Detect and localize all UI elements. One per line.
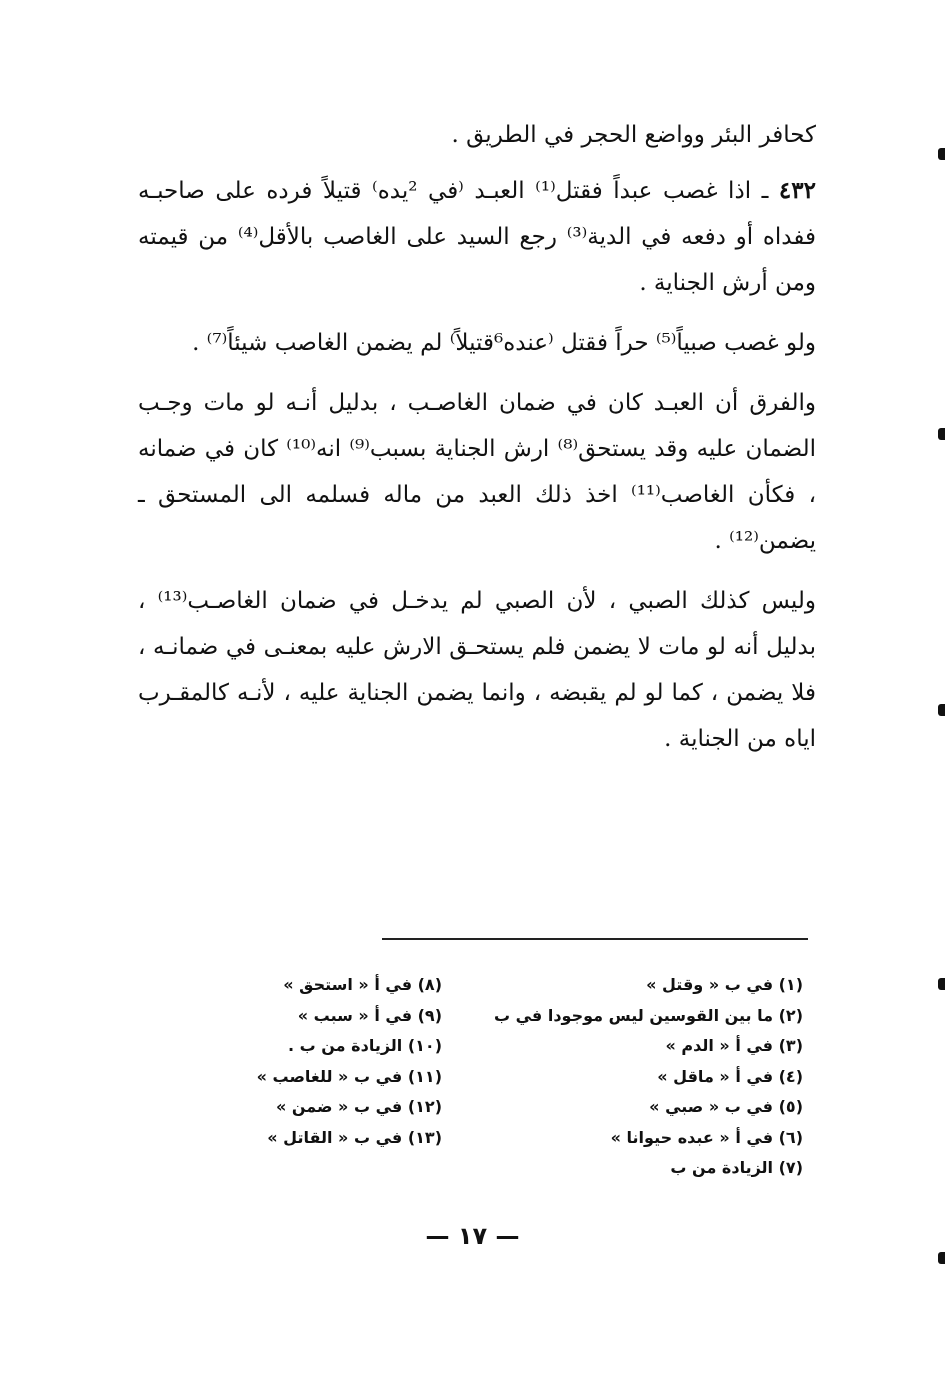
paragraph-5 [138, 578, 816, 762]
footnotes-right-column [493, 970, 803, 1184]
footnote-item: (٧) الزيادة من ب [670, 1158, 803, 1177]
paragraph-3 [138, 320, 816, 366]
scan-edge-mark [938, 428, 945, 440]
footnote-item: (١٣) في ب « القاتل » [267, 1127, 442, 1147]
footnote-item: (٨) في أ « استحق » [283, 975, 442, 994]
footnote-item: (٤) في أ « ماقل » [657, 1066, 803, 1086]
footnote-item: (٦) في أ « عبده حيوانا » [610, 1127, 803, 1147]
footnote-item: (٢) ما بين القوسين ليس موجودا في ب [493, 1005, 803, 1025]
scan-edge-mark [938, 978, 945, 990]
page-number: — ١٧ — [425, 1222, 520, 1250]
paragraph-432-text: ـ اذا غصب عبداً فقتل⁽¹⁾ العبـد ⁽في ²يده⁾ قتيلاً فرده على صاحبـه ففداه أو دفعه في الدية⁽³⁾ رجع السيد على الغاصب بالأقل⁽⁴⁾ من قيمته ومن أرش الجناية . [138, 178, 816, 296]
paragraph-4-text: والفرق أن العبـد كان في ضمان الغاصـب ، بدليل أنـه لو مات وجـب الضمان عليه وقد يستحق⁽⁸⁾ ارش الجناية بسبب⁽⁹⁾ انه⁽¹⁰⁾ كان في ضمانه ، فكأن الغاصب⁽¹¹⁾ اخذ ذلك العبد من ماله فسلمه الى المستحق ـ يضمن⁽¹²⁾ . [138, 390, 816, 554]
footnotes-left-column [242, 970, 442, 1153]
footnote-separator [382, 938, 808, 940]
paragraph-4 [138, 380, 816, 564]
footnote-item: (٩) في أ « سبب » [297, 1005, 442, 1025]
paragraph-432 [138, 168, 816, 306]
scan-edge-mark [938, 1252, 945, 1264]
paragraph-1 [138, 112, 816, 158]
scan-edge-mark [938, 704, 945, 716]
footnote-item: (١٢) في ب « ضمن » [275, 1097, 442, 1116]
footnote-item: (١٠) الزيادة من ب . [287, 1036, 442, 1055]
footnote-item: (٣) في أ « الدم » [665, 1036, 803, 1055]
paragraph-5-text: وليس كذلك الصبي ، لأن الصبي لم يدخـل في ضمان الغاصـب⁽¹³⁾ ، بدليل أنه لو مات لا يضمن فلم يستحـق الارش عليه بمعنـى في ضمانـه ، فلا يضمن ، كما لو لم يقبضه ، وانما يضمن الجناية عليه ، لأنـه كالمقـرب اياه من الجناية . [138, 588, 816, 752]
body-text [138, 112, 816, 776]
paragraph-3-text: ولو غصب صبياً⁽⁵⁾ حراً فقتل ⁽عنده⁶قتيلاً⁾ لم يضمن الغاصب شيئاً⁽⁷⁾ . [192, 330, 816, 356]
scan-edge-mark [938, 148, 945, 160]
footnote-item: (١) في ب « وقتل » [646, 975, 803, 994]
paragraph-number: ٤٣٢ [778, 177, 816, 204]
paragraph-1-text: كحافر البئر وواضع الحجر في الطريق . [451, 122, 816, 148]
footnote-item: (١١) في ب « للغاصب » [256, 1066, 442, 1086]
footnote-item: (٥) في ب « صبي » [649, 1097, 803, 1116]
